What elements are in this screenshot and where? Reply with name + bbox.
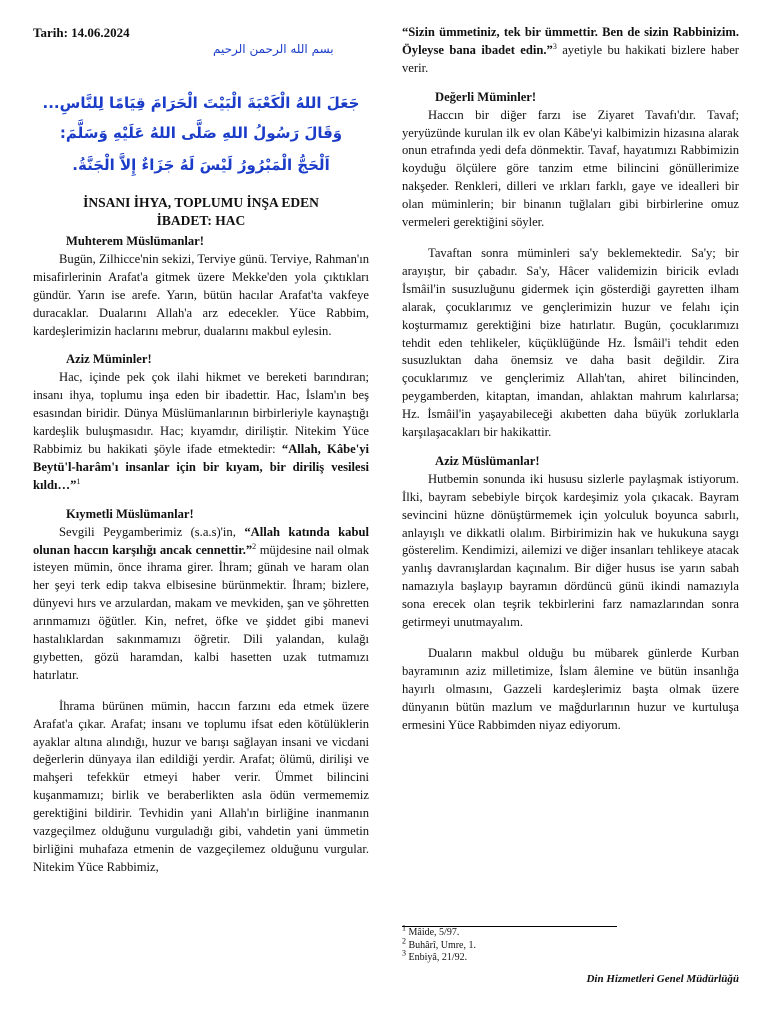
title-line-2: İBADET: HAC — [156, 213, 246, 228]
footnote: $^1$ Mâide, 5/97. — [402, 923, 460, 938]
paragraph: Haccın bir diğer farzı ise Ziyaret Tavafı'dır. Tavaf; yeryüzünde kurulan ilk ev olan Kâbe'yi kalbimizin hizasına alarak onun etrafında yedi defa dönmektir. Tavaf, hayatımızı Rabbimizin koyduğu ölçülere göre tanzim etme bilincini gönüllerimize nakşeder. Renkleri, dilleri ve ırkları farklı, gaye ve idealleri bir olan müminlerin; bir binanın tuğlaları gibi birbirlerine omuz vermeleri gerektiğini söyler. — [402, 107, 739, 230]
paragraph: Duaların makbul olduğu bu mübarek günlerde Kurban bayramının aziz milletimize, İslam âlemine ve bütün insanlığa hayırlı olmasını, Gazzeli kardeşlerimiz başta olmak üzere dünyanın bütün mazlum ve mağdurlarının huzur ve kurtuluşa ermesini Yüce Rabbimden niyaz ediyorum. — [402, 646, 739, 732]
signature: Din Hizmetleri Genel Müdürlüğü — [586, 973, 739, 985]
arabic-hadith-intro: وَقَالَ رَسُولُ اللهِ صَلَّى اللهُ عَلَيْهِ وَسَلَّمَ: — [59, 124, 343, 142]
section-heading: Muhterem Müslümanlar! — [66, 234, 204, 248]
footnote-ref: 2 — [252, 541, 257, 551]
right-body — [402, 24, 739, 735]
footnote-ref: 1 — [76, 476, 81, 486]
paragraph: Tavaftan sonra müminleri sa'y beklemektedir. Sa'y; bir arayıştır, bir çabadır. Sa'y, Hâcer validemizin biricik evladı İsmâil'in susuzluğunu gidermek için gösterdiği gayretten ilham alarak, çocuklarımız ve gençlerimizin huzur ve felahı için koşturmamız gerektiğini bize hatırlatır. Bugün, çocuklarımızı tehdit eden tehlikeler, küçüklüğünde Hz. İsmâil'i tehdit eden susuzluktan daha önemsiz ve daha basit değildir. Zira çocuklarımız ve gençlerimiz Allah'tan, ahiret bilincinden, peygamberden, kitaptan, imandan, ahlaktan mahrum kalırlarsa; Hz. İsmâil'in yaşayabileceği akıbetten daha büyük zorluklarla karşılaşacakları bir hakikattir. — [402, 245, 739, 440]
paragraph: Hutbemin sonunda iki hususu sizlerle paylaşmak istiyorum. İlki, bayram sebebiyle birçok kardeşimiz yola çıkacak. Bayram sevincini hüzne dönüştürmemek için yolculuk boyunca sabırlı, anlayışlı ve dikkatli olalım. Birbirimizin hak ve hukukuna saygı gösterelim. Kendimizi, ailemizi ve diğer insanları tehlikeye atacak yanlış davranışlardan kaçınalım. Bir diğer husus ise yarın sabah namazıyla başlayıp bayramın dördüncü günü ikindi namazıyla sona erecek olan teşrik tekbirlerini farz namazlarından sonra getirmeyi unutmayalım. — [402, 471, 739, 630]
footnote: $^3$ Enbiyâ, 21/92. — [402, 948, 468, 963]
section-heading: Aziz Müminler! — [66, 352, 152, 367]
title-line-1: İNSANI İHYA, TOPLUMU İNŞA EDEN — [83, 195, 319, 210]
arabic-hadith: اَلْحَجُّ الْمَبْرُورُ لَيْسَ لَهُ جَزَاءٌ إِلاَّ الْجَنَّةُ. — [72, 156, 330, 174]
section-heading: Değerli Müminler! — [435, 89, 537, 104]
paragraph: Bugün, Zilhicce'nin sekizi, Terviye günü. Terviye, Rahman'ın misafirlerinin Arafat'a gitmek üzere Mekke'den yola çıktıkları gündür. Yarın ise arefe. Yarın, bütün hacılar Arafat'ta vakfeye duracaklar. Dualarını Allah'a arz edecekler. Yüce Rabbim, kardeşlerimizin haclarını mebrur, dualarını makbul eylesin. — [33, 251, 369, 338]
left-body — [33, 233, 369, 877]
section-heading: Kıymetli Müslümanlar! — [66, 506, 194, 521]
paragraph: Sevgili Peygamberimiz (s.a.s)'in, “Allah katında kabul olunan haccın karşılığı ancak cennettir.”$^2$ müjdesine nail olmak isteyen mümin, önce ihrama girer. İhram; günah ve haram olan her şeyi terk edip takva elbisesine bürünmektir. İhram; bizlere, dünyevi hırs ve arzulardan, makam ve mevkiden, şan ve şöhretten arınmamızı öğütler. Kin, nefret, öfke ve şiddet gibi manevi hastalıklardan sakınmamızı öğretir. Dili yalandan, kulağı gıybetten, gözü haramdan, kalbi hasetten uzak tutmamızı hatırlatır. — [33, 524, 369, 682]
paragraph: İhrama bürünen mümin, haccın farzını eda etmek üzere Arafat'a çıkar. Arafat; insanı ve toplumu ifsat eden kötülüklerin ayaklar altına alındığı, huzur ve barışı sağlayan insani ve vicdani değerlerin dünyaya ilan edildiği yerdir. Arafat; ölümü, dirilişi ve mahşeri tefekkür etmeyi haber verir. Ümmet bilincini kuşanmamızı; birlik ve beraberlikten asla ödün vermememiz gerektiğini bildirir. Tevhidin yani Allah'ın birliğine inanmanın vazgeçilmez olduğunu vurguladığı gibi, vahdetin yani ümmetin birliğini muhafaza etmenin de vazgeçilemez olduğunu vurgular. Nitekim Yüce Rabbimiz, — [33, 698, 369, 874]
footnote-ref: 3 — [552, 41, 557, 51]
quran-quote: “Allah, Kâbe'yi Beytü'l-harâm'ı insanlar için bir kıyam, bir diriliş vesilesi kıldı…” — [33, 441, 370, 492]
paragraph: Hac, içinde pek çok ilahi hikmet ve bereketi barındıran; insanı ihya, toplumu inşa eden bir ibadettir. Hac, İslam'ın beş esasından biridir. Dünya Müslümanlarının birbirleriyle kaynaştığı kardeşlik buluşmasıdır. Hac; kıyamdır, dirilіştir. Nitekim Yüce Rabbimiz bu hakikati şöyle ifade etmektedir: “Allah, Kâbe'yi Beytü'l-harâm'ı insanlar için bir kıyam, bir diriliş vesilesi kıldı…”$^1$ — [33, 370, 370, 492]
footnotes — [402, 923, 739, 965]
hadith-quote: “Allah katında kabul olunan haccın karşılığı ancak cennettir.” — [33, 524, 369, 557]
arabic-verse: جَعَلَ اللهُ الْكَعْبَةَ الْبَيْتَ الْحَرَامَ قِيَامًا لِلنَّاسِ... — [42, 94, 360, 112]
paragraph-continued: “Sizin ümmetiniz, tek bir ümmettir. Ben de sizin Rabbinizim. Öyleyse bana ibadet edin.”$^3$ ayetiyle bu hakikati bizlere haber verir. — [402, 25, 739, 75]
section-heading: Aziz Müslümanlar! — [435, 453, 540, 468]
footnote: $^2$ Buhârî, Umre, 1. — [402, 936, 476, 951]
basmala-calligraphy: بسم الله الرحمن الرحيم — [213, 42, 334, 56]
sermon-title — [33, 194, 369, 230]
quran-quote: “Sizin ümmetiniz, tek bir ümmettir. Ben de sizin Rabbinizim. Öyleyse bana ibadet edin.” — [402, 25, 739, 57]
date: Tarih: 14.06.2024 — [33, 25, 130, 40]
